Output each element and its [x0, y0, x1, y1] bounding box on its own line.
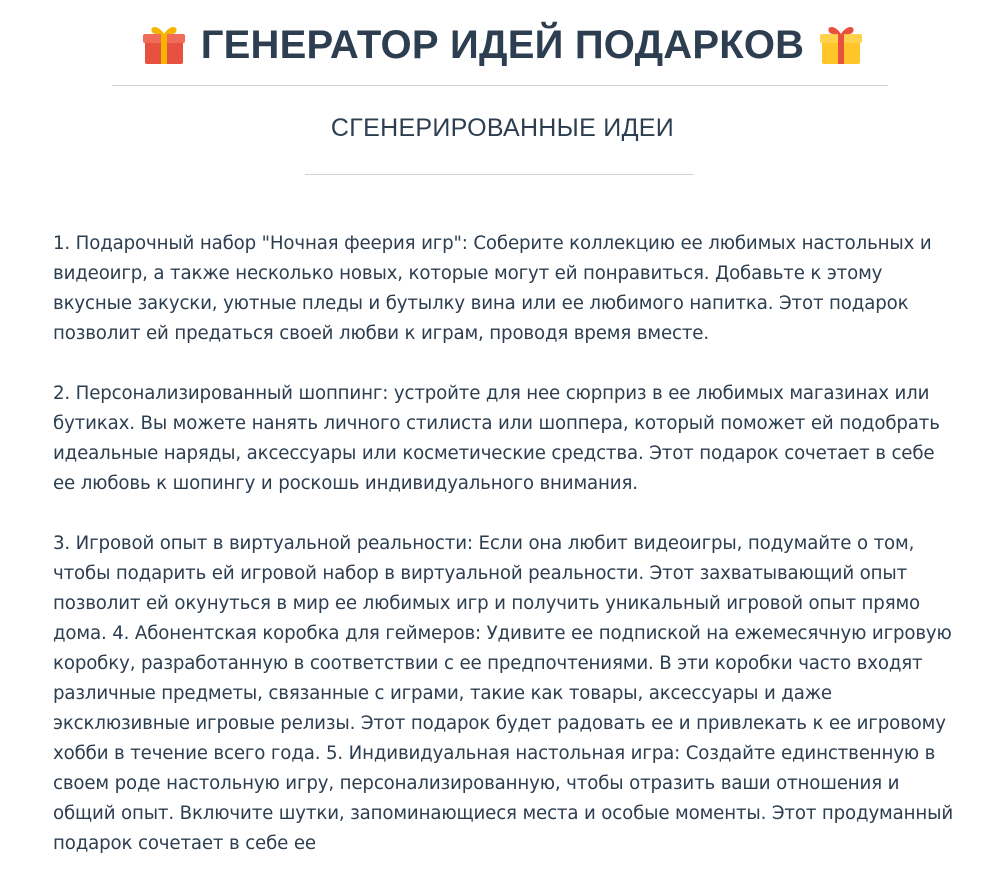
header-divider — [112, 85, 888, 86]
section-title: СГЕНЕРИРОВАННЫЕ ИДЕИ — [330, 114, 675, 142]
ideas-list — [53, 229, 958, 889]
section-divider — [305, 174, 694, 175]
page-header — [0, 14, 1005, 76]
idea-item: 1. Подарочный набор "Ночная феерия игр": Соберите коллекцию ее любимых настольных и видеоигр, а также несколько новых, которые могут ей понравиться. Добавьте к этому вкусные закуски, уютные пледы и бутылку вина или ее любимого напитка. Этот подарок позволит ей предаться своей любви к играм, проводя время вместе. — [53, 233, 932, 344]
idea-item: 3. Игровой опыт в виртуальной реальности: Если она любит видеоигры, подумайте о том, чтобы подарить ей игровой набор в виртуальной реальности. Этот захватывающий опыт позволит ей окунуться в мир ее любимых игр и получить уникальный игровой опыт прямо дома. 4. Абонентская коробка для геймеров: Удивите ее подпиской на ежемесячную игровую коробку, разработанную в соответствии с ее предпочтениями. В эти коробки часто входят различные предметы, связанные с играми, такие как товары, аксессуары и даже эксклюзивные игровые релизы. Этот подарок будет радовать ее и привлекать к ее игровому хобби в течение всего года. 5. Индивидуальная настольная игра: Создайте единственную в своем роде настольную игру, персонализированную, чтобы отразить ваши отношения и общий опыт. Включите шутки, запоминающиеся места и особые моменты. Этот продуманный подарок сочетает в себе ее — [53, 533, 953, 854]
idea-item: 2. Персонализированный шоппинг: устройте для нее сюрприз в ее любимых магазинах или бутиках. Вы можете нанять личного стилиста или шоппера, который поможет ей подобрать идеальные наряды, аксессуары или косметические средства. Этот подарок сочетает в себе ее любовь к шопингу и роскошь индивидуального внимания. — [53, 383, 940, 494]
gift-icon — [818, 22, 864, 68]
gift-icon — [141, 22, 187, 68]
page-title: ГЕНЕРАТОР ИДЕЙ ПОДАРКОВ — [200, 22, 805, 67]
